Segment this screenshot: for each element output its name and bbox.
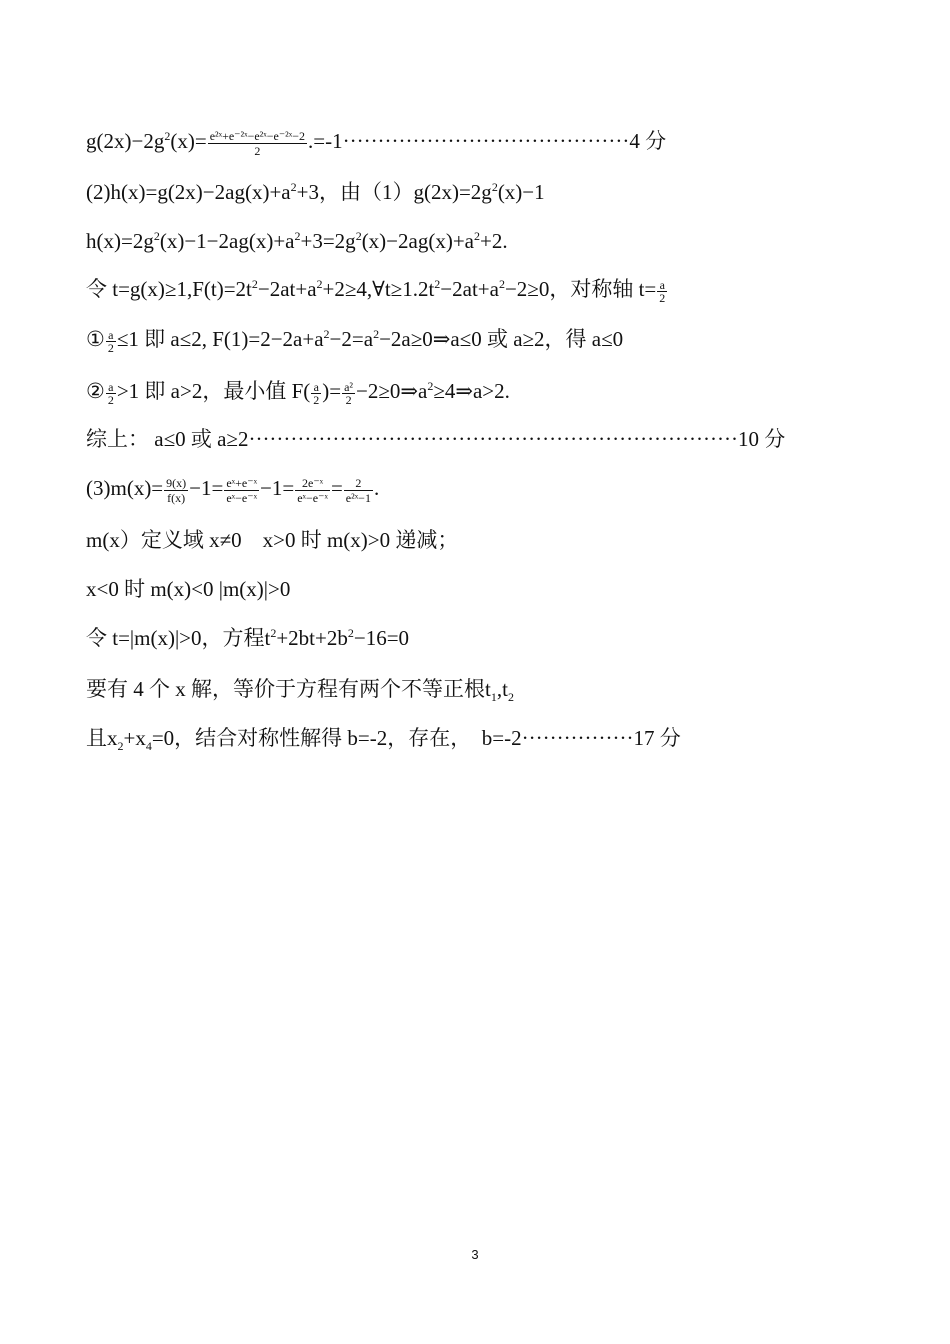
denominator: 2	[254, 143, 261, 158]
line-four-solutions	[86, 676, 514, 702]
expr: g(2x)−2g	[86, 129, 165, 153]
score-mark: 4 分	[629, 129, 667, 153]
score-mark: 10 分	[737, 427, 786, 451]
expr: +3=2g	[300, 229, 356, 253]
expr: (3)m(x)=	[86, 476, 164, 500]
expr: >1 即 a>2，最小值 F(	[116, 379, 311, 403]
expr: 且x	[86, 726, 118, 750]
numerator: 2	[344, 476, 373, 491]
numerator: a²	[344, 379, 354, 394]
leader-dots: ················	[521, 726, 634, 750]
exponent: 2	[316, 277, 323, 291]
expr: −1=	[189, 476, 224, 500]
case-marker: ②	[86, 379, 105, 403]
expr: (x)−2ag(x)+a	[361, 229, 474, 253]
numerator: a	[106, 381, 116, 394]
expr: (x)=	[170, 129, 207, 153]
expr: ≥4⇒a>2.	[433, 379, 510, 403]
fraction	[311, 381, 321, 406]
line-domain	[86, 527, 458, 553]
expr: 要有 4 个 x 解，等价于方程有两个不等正根t	[86, 677, 491, 701]
expr: ≤1 即 a≤2, F(1)=2−2a+a	[116, 327, 324, 351]
exponent: 2	[373, 327, 380, 341]
fraction	[208, 129, 307, 158]
fraction	[106, 381, 116, 406]
expr: m(x）定义域 x≠0 x>0 时 m(x)>0 递减；	[86, 528, 459, 552]
exponent: 2	[323, 327, 330, 341]
exponent: 2	[153, 229, 160, 243]
line-conclusion	[86, 725, 681, 751]
fraction	[342, 381, 355, 406]
fraction	[106, 329, 116, 354]
expr: −2≥0⇒a	[356, 379, 428, 403]
expr: (x)−1−2ag(x)+a	[159, 229, 295, 253]
denominator: eˣ−e⁻ˣ	[297, 490, 328, 505]
numerator: 9(x)	[166, 475, 187, 490]
fraction	[657, 279, 667, 304]
line-part2-h	[86, 179, 545, 205]
expr: +x	[123, 726, 146, 750]
line-h-expanded	[86, 228, 508, 254]
line-case-2	[86, 378, 510, 406]
expr: −16=0	[353, 626, 410, 650]
exponent: 2	[294, 229, 301, 243]
denominator: 2	[345, 392, 352, 407]
expr: (x)−1	[497, 180, 545, 204]
exponent: 2	[434, 277, 441, 291]
exponent: 2	[474, 229, 480, 243]
exponent: 2	[164, 129, 171, 143]
leader-dots: ······································································	[248, 427, 738, 451]
numerator: a	[657, 279, 667, 292]
exponent: 2	[498, 277, 505, 291]
case-marker: ①	[86, 327, 105, 351]
exponent: 2	[270, 626, 277, 640]
expr: )=	[322, 379, 342, 403]
line-g2x-identity	[86, 128, 666, 158]
expr: (2)h(x)=g(2x)−2ag(x)+a	[86, 180, 291, 204]
expr: 令 t=|m(x)|>0，方程t	[86, 626, 271, 650]
exponent: 2	[251, 277, 258, 291]
expr: ,t	[496, 677, 508, 701]
line-case-1	[86, 326, 623, 354]
expr: −2=a	[329, 327, 374, 351]
expr: −2at+a	[257, 277, 317, 301]
denominator: 2	[107, 392, 114, 407]
expr: =0，结合对称性解得 b=-2，存在， b=-2	[151, 726, 522, 750]
numerator: a	[106, 329, 116, 342]
fraction	[344, 476, 373, 505]
expr: −2a≥0⇒a≤0 或 a≥2，得 a≤0	[379, 327, 624, 351]
denominator: 2	[659, 290, 666, 305]
denominator: f(x)	[167, 490, 186, 505]
expr: .	[373, 476, 380, 500]
line-negative-x	[86, 576, 290, 602]
expr: h(x)=2g	[86, 229, 154, 253]
expr: =	[330, 476, 343, 500]
subscript: 2	[117, 739, 124, 753]
score-mark: 17 分	[633, 726, 681, 750]
numerator: 2e⁻ˣ	[295, 476, 330, 491]
line-summary	[86, 426, 785, 452]
expr: +2≥4,∀t≥1.2t	[322, 277, 435, 301]
fraction	[164, 476, 188, 505]
exponent: 2	[427, 379, 434, 393]
subscript: 2	[507, 690, 514, 704]
exponent: 2	[290, 180, 297, 194]
expr: 令 t=g(x)≥1,F(t)=2t	[86, 277, 252, 301]
expr: −2at+a	[440, 277, 499, 301]
expr: .=-1	[308, 129, 343, 153]
line-part3-m	[86, 475, 379, 505]
expr: +2bt+2b	[276, 626, 348, 650]
subscript: 1	[490, 690, 497, 704]
denominator: 2	[107, 340, 114, 355]
exponent: 2	[491, 180, 498, 194]
expr: x<0 时 m(x)<0 |m(x)|>0	[86, 577, 291, 601]
exponent: 2	[347, 626, 354, 640]
fraction	[224, 476, 259, 505]
expr: −2≥0，对称轴 t=	[504, 277, 657, 301]
expr: −1=	[260, 476, 295, 500]
expr: +3，由（1）g(2x)=2g	[296, 180, 492, 204]
expr: 综上： a≤0 或 a≥2	[86, 427, 249, 451]
fraction	[295, 476, 330, 505]
numerator: a	[311, 381, 321, 394]
page-number: 3	[471, 1247, 479, 1262]
denominator: eˣ−e⁻ˣ	[226, 490, 258, 505]
denominator: 2	[313, 392, 320, 407]
subscript: 4	[145, 739, 152, 753]
line-equation-t	[86, 625, 409, 651]
expr: +2.	[480, 229, 508, 253]
exponent: 2	[355, 229, 362, 243]
numerator: e²ˣ+e⁻²ˣ−e²ˣ−e⁻²ˣ−2	[209, 128, 305, 143]
line-let-t	[86, 276, 668, 304]
numerator: eˣ+e⁻ˣ	[226, 475, 258, 490]
leader-dots: ·········································	[342, 129, 630, 153]
denominator: e²ˣ−1	[345, 490, 371, 505]
